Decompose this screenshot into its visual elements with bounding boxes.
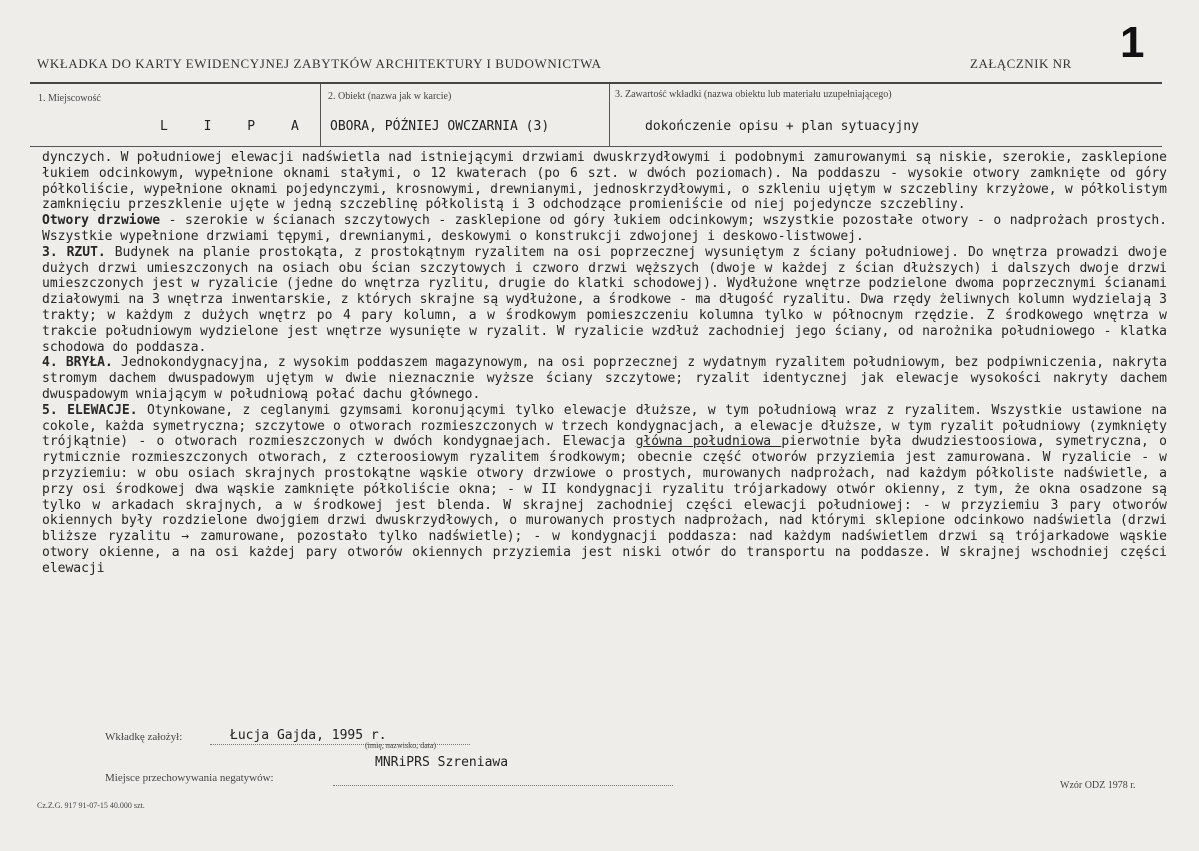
elevations-text-a: Otynkowane, z ceglanymi gzymsami koronującymi tylko elewacje dłuższe, w tym południową wraz z ryzalitem. Wszystkie ustawione na cokole, każda symetryczna; szczytowe o otworach rozmieszczonych w trzech kondygnacjach, a elewacje dłuższe, w tym ryzalit południowy (zymknięty trójkątnie) - o otworach rozmieszczonych w dwóch kondygnaejach. Elewacja [42,402,1167,450]
created-by-label: Wkładkę założył: [105,731,183,743]
section-massing [42,355,1167,402]
elevations-heading: 5. ELEWACJE. [42,402,138,418]
plan-text: Budynek na planie prostokąta, z prostokątnym ryzalitem na osi poprzecznej wysuniętym z ściany południowej. Do wnętrza prowadzi dwoje dużych drzwi umieszczonych na osiach obu ścian szczytowych i czworo drzwi węższych (dwoje w każdej z ścian dłuższych) i dalszych dwoje drzwi umieszczonych jest w ryzalicie (jedne do wnętrza ryzlitu, drugie do klatki schodowej). Wydłużone wnętrze podzielone dwoma poprzecznymi ścianami działowymi na 3 wnętrza inwentarskie, z których skrajne są wydłużone, a środkowe - ma długość ryzalitu. Dwa rzędy żeliwnych kolumn wydzielają 3 trakty; w każdym z dużych wnętrz po 4 pary kolumn, a w środkowym pomieszczeniu kolumna tylko w północnym rzędzie. Z środkowego wnętrza w trakcie południowym wydzielone jest wnętrze wysunięte w ryzalit. W ryzalicie wzdłuż zachodniej jego ściany, od narożnika południowego - klatka schodowa do poddasza. [42,244,1167,355]
section-elevations [42,403,1167,577]
object-value: OBORA, PÓŹNIEJ OWCZARNIA (3) [330,119,550,134]
doors-text: - szerokie w ścianach szczytowych - zasklepione od góry łukiem odcinkowym; wszystkie pozostałe otwory - o nadprożach prostych. Wszystkie wypełnione drzwiami tępymi, drewnianymi, deskowymi o konstrukcji zdwojonej i deskowo-listwowej. [42,213,1167,244]
contents-label: 3. Zawartość wkładki (nazwa obiektu lub materiału uzupełniającego) [615,89,892,100]
print-code: Cz.Z.G. 917 91-07-15 40.000 szt. [37,801,145,810]
field-divider-2 [609,84,610,146]
signature-caption: (imię, nazwisko, data) [365,741,437,750]
massing-text: Jednokondygnacyjna, z wysokim poddaszem magazynowym, na osi poprzecznej z wydatnym ryzalitem południowym, bez podpiwniczenia, nakryta stromym dachem dwuspadowym ujętym w dwie nieznacznie wyższe ściany szczytowe; ryzalit identycznej jak elewacje wysokości nakryty dachem dwuspadowym wniającym w południową połać dachu głównego. [42,355,1167,402]
location-value: L I P A [160,119,313,134]
attachment-number: 1 [1120,18,1145,67]
plan-heading: 3. RZUT. [42,244,106,260]
header-rule [30,82,1162,84]
fields-rule [30,146,1162,147]
created-by-value: Łucja Gajda, 1995 r. [230,728,387,743]
attachment-label: ZAŁĄCZNIK NR [970,56,1072,71]
elevations-text-b: pierwotnie była dwudziestoosiowa, symetryczna, o rytmicznie rozmieszczonych otworach, z czteroosiowym ryzalitem środkowym; obecnie część otworów przyziemia jest zamurowana. W ryzalicie - w przyziemiu: w obu osiach skrajnych prostokątne wąskie otwory drzwiowe o prostych, murowanych nadprożach, nad każdym półkoliste nadświetle, a przy osi środkowej dwa wąskie zamknięte półkoliście okna; - w II kondygnacji ryzalitu trójarkadowy otwór okienny, z tym, że okna osadzone są tylko w arkadach skrajnych, a w środkowej jest blenda. W skrajnej zachodniej części elewacji południowej: - w przyziemiu 3 pary otworów okiennych były rozdzielone dwojgiem drzwi dwuskrzydłowych, o murowanych prostych nadprożach, nad którymi sklepione odcinkowo nadświetla (drzwi bliższe ryzalitu → zamurowane, pozostało tylko nadświetle); - w kondygnacji poddasza: nad każdym nadświetlem drzwi są trójarkadowe wąskie otwory okienne, a na osi każdej pary otworów okiennych przyziemia jest niski otwór do transportu na poddasze. W skrajnej wschodniej części elewacji [42,434,1167,576]
negatives-line [333,785,673,786]
description-body [42,150,1167,577]
field-divider-1 [320,84,321,146]
doors-heading: Otwory drzwiowe [42,213,161,229]
section-plan [42,245,1167,356]
negatives-value: MNRiPRS Szreniawa [375,755,509,770]
object-label: 2. Obiekt (nazwa jak w karcie) [328,91,452,102]
contents-value: dokończenie opisu + plan sytuacyjny [645,119,919,134]
form-title: WKŁADKA DO KARTY EWIDENCYJNEJ ZABYTKÓW ARCHITEKTURY I BUDOWNICTWA [37,56,602,71]
elevations-underlined: główna południowa [635,434,782,450]
massing-heading: 4. BRYŁA. [42,355,113,371]
paragraph-doors [42,213,1167,245]
paragraph-windows: dynczych. W południowej elewacji nadświetla nad istniejącymi drzwiami dwuskrzydłowymi i podobnymi zamurowanymi są niskie, szerokie, zasklepione łukiem odcinkowym, wypełnione oknami stałymi, o 12 kwaterach (po 6 szt. w dwóch poziomach). Na poddaszu - wysokie otwory zamknięte od góry półkoliście, wypełnione oknami pojedynczymi, krosnowymi, drewnianymi, jednoskrzydłowymi, o szkleniu ujętym w szczebliny krzyżowe, w półkolistym zamknięciu przeszklenie ujęte w jedną szczeblinę półkolistą i 3 odchodzące promieniście od niej pojedyncze szczebliny. [42,150,1167,213]
template-number: Wzór ODZ 1978 r. [1060,780,1136,791]
location-label: 1. Miejscowość [38,93,101,104]
negatives-label: Miejsce przechowywania negatywów: [105,772,274,784]
